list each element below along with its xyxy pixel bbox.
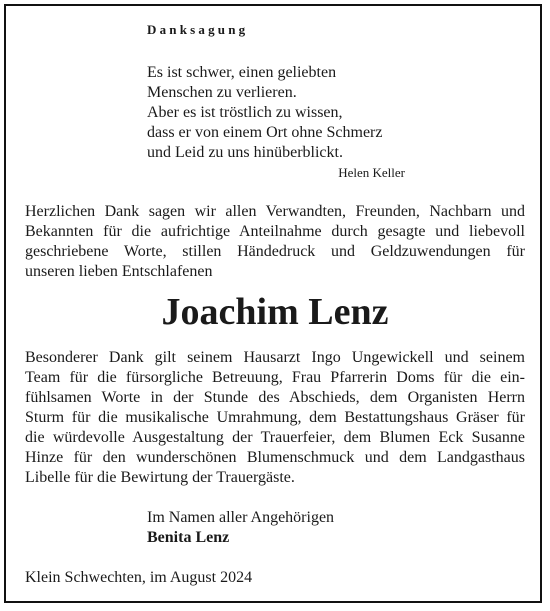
paragraph-line: Team für die fürsorgliche Betreuung, Frau Pfarrerin Doms für die ein- [25, 369, 525, 386]
poem-line: Menschen zu verlieren. [147, 84, 297, 101]
place-date: Klein Schwechten, im August 2024 [25, 569, 253, 586]
signature-block [147, 508, 334, 548]
poem [147, 63, 382, 163]
paragraph-line: Sturm für die musikalische Umrahmung, dem Bestattungshaus Gräser für [25, 409, 525, 426]
thanks-intro-paragraph [25, 202, 525, 282]
special-thanks-paragraph [25, 348, 525, 488]
poem-line: Es ist schwer, einen geliebten [147, 64, 337, 81]
paragraph-line: die würdevolle Ausgestaltung der Trauerfeier, dem Blumen Eck Susanne [25, 429, 525, 446]
paragraph-line: Herzlichen Dank sagen wir allen Verwandten, Freunden, Nachbarn und [25, 203, 525, 220]
paragraph-line: Bekannten für die aufrichtige Anteilnahme durch gesagte und liebevoll [25, 223, 525, 240]
paragraph-line: Besonderer Dank gilt seinem Hausarzt Ingo Ungewickell und seinem [25, 349, 525, 366]
notice-heading: Danksagung [147, 22, 249, 37]
signature-name: Benita Lenz [147, 529, 230, 546]
poem-author: Helen Keller [338, 165, 405, 180]
poem-line: Aber es ist tröstlich zu wissen, [147, 104, 343, 121]
paragraph-line: Hinze für den wunderschönen Blumenschmuck und dem Landgasthaus [25, 449, 525, 466]
poem-line: dass er von einem Ort ohne Schmerz [147, 124, 383, 141]
poem-line: und Leid zu uns hinüberblickt. [147, 144, 343, 161]
paragraph-line: geschriebene Worte, stillen Händedruck und Geldzuwendungen für [25, 243, 525, 260]
paragraph-line: Libelle für die Bewirtung der Trauergäste. [25, 469, 295, 486]
signature-line: Im Namen aller Angehörigen [147, 509, 335, 526]
paragraph-line: fühlsamen Worte in der Stunde des Abschieds, dem Organisten Herrn [25, 389, 525, 406]
deceased-name: Joachim Lenz [161, 291, 389, 333]
paragraph-line: unseren lieben Entschlafenen [25, 263, 213, 280]
